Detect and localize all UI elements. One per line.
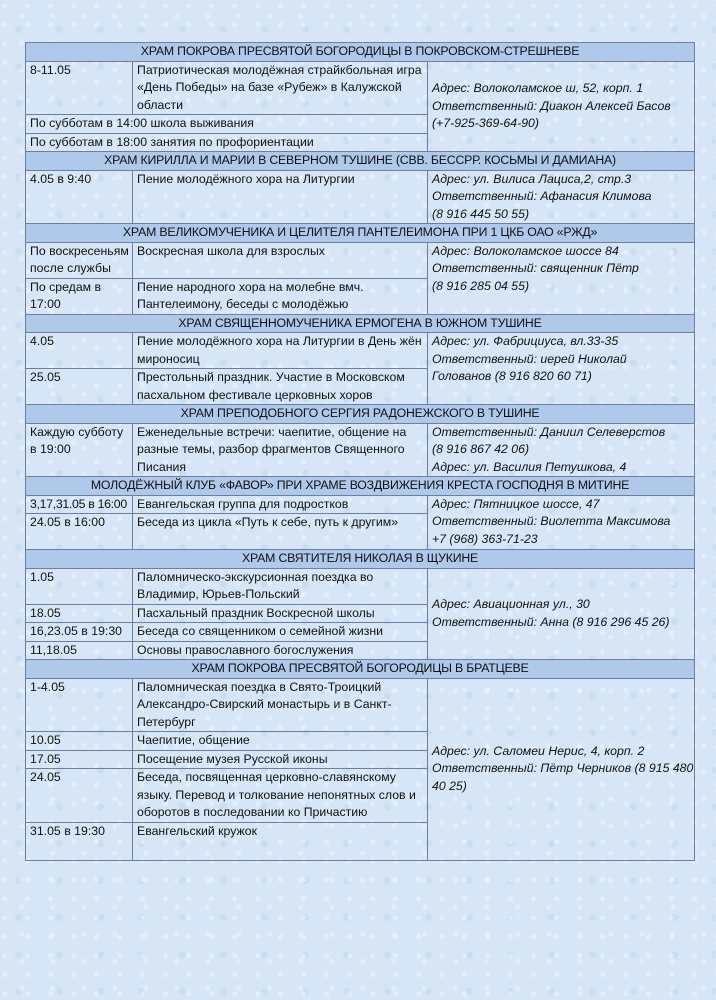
event-description: Посещение музея Русской иконы — [133, 750, 428, 769]
event-description: По субботам в 18:00 занятия по профориентации — [26, 133, 428, 152]
section-title: ХРАМ СВЯЩЕННОМУЧЕНИКА ЕРМОГЕНА В ЮЖНОМ ТУШИНЕ — [26, 314, 695, 333]
phone: (+7-925-369-64-90) — [432, 116, 539, 130]
event-description: Беседа из цикла «Путь к себе, путь к другим» — [133, 514, 428, 550]
section-title: ХРАМ ВЕЛИКОМУЧЕНИКА И ЦЕЛИТЕЛЯ ПАНТЕЛЕИМОНА ПРИ 1 ЦКБ ОАО «РЖД» — [26, 224, 695, 243]
event-date: 25.05 — [26, 369, 133, 405]
event-description: Чаепитие, общение — [133, 732, 428, 751]
event-date: 31.05 в 19:30 — [26, 822, 133, 860]
table-row — [26, 678, 695, 732]
event-description: Патриотическая молодёжная страйкбольная игра «День Победы» на базе «Рубеж» в Калужской области — [133, 61, 428, 115]
table-row — [26, 61, 695, 115]
event-description: По субботам в 14:00 школа выживания — [26, 115, 428, 134]
responsible-person: Ответственный: Даниил Селеверстов — [432, 424, 666, 439]
schedule-table — [25, 42, 695, 861]
contact-info — [428, 242, 695, 314]
phone: +7 (968) 363-71-23 — [432, 531, 538, 546]
event-date: Каждую субботу в 19:00 — [26, 423, 133, 477]
responsible-person: Ответственный: Диакон Алексей Басов — [432, 98, 671, 113]
responsible-person: Ответственный: Афанасия Климова — [432, 189, 652, 203]
section-title: ХРАМ ПРЕПОДОБНОГО СЕРГИЯ РАДОНЕЖСКОГО В ТУШИНЕ — [26, 405, 695, 424]
event-date: 3,17,31.05 в 16:00 — [26, 495, 133, 514]
table-row — [26, 423, 695, 477]
table-row — [26, 333, 695, 369]
section-header-row — [26, 152, 695, 171]
event-date: 16,23.05 в 19:30 — [26, 623, 133, 642]
event-date: 11,18.05 — [26, 641, 133, 660]
event-date: 8-11.05 — [26, 61, 133, 115]
section-header-row — [26, 43, 695, 62]
address: Адрес: ул. Саломеи Нерис, 4, корп. 2 — [432, 743, 645, 758]
event-description: Пение молодёжного хора на Литургии в День жён мироносиц — [133, 333, 428, 369]
section-header-row — [26, 660, 695, 679]
contact-info — [428, 495, 695, 550]
event-date: По воскресеньям после службы — [26, 242, 133, 278]
event-date: 1-4.05 — [26, 678, 133, 732]
event-description: Беседа, посвященная церковно-славянскому языку. Перевод и толкование непонятных слов и оборотов в последовании ко Причастию — [133, 769, 428, 823]
schedule-document — [25, 42, 694, 861]
contact-info — [428, 423, 695, 477]
event-description: Пасхальный праздник Воскресной школы — [133, 604, 428, 623]
event-description: Евангельская группа для подростков — [133, 495, 428, 514]
section-header-row — [26, 224, 695, 243]
event-description: Престольный праздник. Участие в Московском пасхальном фестивале церковных хоров — [133, 369, 428, 405]
section-header-row — [26, 314, 695, 333]
address: Адрес: ул. Василия Петушкова, 4 — [432, 459, 627, 474]
section-header-row — [26, 405, 695, 424]
event-date: 4.05 в 9:40 — [26, 170, 133, 224]
event-date: 24.05 в 16:00 — [26, 514, 133, 550]
address: Адрес: Волоколамское ш, 52, корп. 1 — [432, 81, 644, 95]
table-row — [26, 568, 695, 604]
address: Адрес: ул. Вилиса Лациса,2, стр.3 — [432, 171, 632, 186]
event-description: Воскресная школа для взрослых — [133, 242, 428, 278]
address: Адрес: Авиационная ул., 30 — [432, 597, 590, 612]
event-date: 17.05 — [26, 750, 133, 769]
section-header-row — [26, 477, 695, 496]
event-date: 1.05 — [26, 568, 133, 604]
responsible-person: Ответственный: иерей Николай — [432, 351, 627, 366]
phone: 40 25) — [432, 778, 467, 793]
event-description: Паломническо-экскурсионная поездка во Владимир, Юрьев-Польский — [133, 568, 428, 604]
event-description: Беседа со священником о семейной жизни — [133, 623, 428, 642]
responsible-person: Ответственный: Виолетта Максимова — [432, 514, 671, 528]
section-title: ХРАМ СВЯТИТЕЛЯ НИКОЛАЯ В ЩУКИНЕ — [26, 550, 695, 569]
event-date: 24.05 — [26, 769, 133, 823]
contact-info — [428, 333, 695, 405]
responsible-person: Ответственный: Пётр Черников (8 915 480 — [432, 761, 694, 776]
contact-info — [428, 678, 695, 860]
section-header-row — [26, 550, 695, 569]
phone: Голованов (8 916 820 60 71) — [432, 369, 592, 383]
event-description: Паломническая поездка в Свято-Троицкий Александро-Свирский монастырь и в Санкт-Петербург — [133, 678, 428, 732]
responsible-person: Ответственный: священник Пётр — [432, 261, 639, 275]
event-description: Пение молодёжного хора на Литургии — [133, 170, 428, 224]
event-date: 18.05 — [26, 604, 133, 623]
event-description: Основы православного богослужения — [133, 641, 428, 660]
phone: (8 916 867 42 06) — [432, 442, 530, 456]
contact-info — [428, 61, 695, 152]
section-title: МОЛОДЁЖНЫЙ КЛУБ «ФАВОР» ПРИ ХРАМЕ ВОЗДВИЖЕНИЯ КРЕСТА ГОСПОДНЯ В МИТИНЕ — [26, 477, 695, 496]
address: Адрес: Волоколамское шоссе 84 — [432, 243, 619, 258]
responsible-person: Ответственный: Анна (8 916 296 45 26) — [432, 614, 670, 629]
section-title: ХРАМ КИРИЛЛА И МАРИИ В СЕВЕРНОМ ТУШИНЕ (СВВ. БЕССРР. КОСЬМЫ И ДАМИАНА) — [26, 152, 695, 171]
section-title: ХРАМ ПОКРОВА ПРЕСВЯТОЙ БОГОРОДИЦЫ В БРАТЦЕВЕ — [26, 660, 695, 679]
event-date: По средам в 17:00 — [26, 278, 133, 314]
address: Адрес: Пятницкое шоссе, 47 — [432, 496, 600, 511]
address: Адрес: ул. Фабрициуса, вл.33-35 — [432, 334, 619, 348]
event-description: Еженедельные встречи: чаепитие, общение на разные темы, разбор фрагментов Священного Писания — [133, 423, 428, 477]
contact-info — [428, 568, 695, 660]
section-title: ХРАМ ПОКРОВА ПРЕСВЯТОЙ БОГОРОДИЦЫ В ПОКРОВСКОМ-СТРЕШНЕВЕ — [26, 43, 695, 62]
table-row — [26, 170, 695, 224]
event-date: 10.05 — [26, 732, 133, 751]
event-description: Пение народного хора на молебне вмч. Пантелеимону, беседы с молодёжью — [133, 278, 428, 314]
table-row — [26, 495, 695, 514]
phone: (8 916 445 50 55) — [432, 206, 530, 221]
event-date: 4.05 — [26, 333, 133, 369]
phone: (8 916 285 04 55) — [432, 278, 530, 293]
table-row — [26, 242, 695, 278]
event-description: Евангельский кружок — [133, 822, 428, 860]
contact-info — [428, 170, 695, 224]
